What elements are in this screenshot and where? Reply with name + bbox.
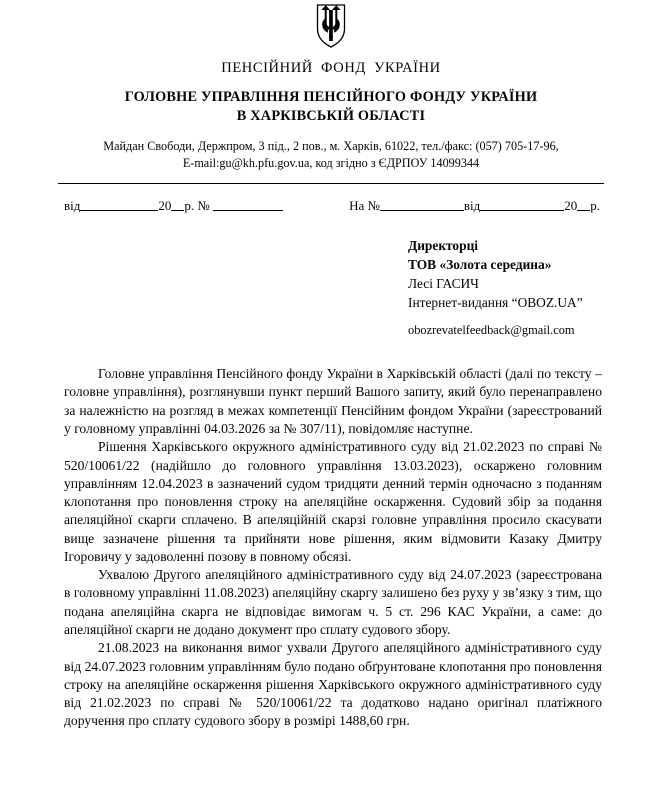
emblem-container: [50, 0, 612, 52]
addressee-company: ТОВ «Золота середина»: [408, 257, 552, 273]
body-paragraph: Рішення Харківського окружного адміністративного суду від 21.02.2023 по справі № 520/10061/22 (надійшло до головного управління 13.03.2023), оскаржено головним управлінням 12.04.2023 в зазначений судом тридцяти денний термін одночасно з поданням клопотання про поновлення строку на апеляційне оскарження. Судовий збір за подання апеляційної скарги сплачено. В апеляційній скарзі головне управління просило скасувати вище зазначене рішення та прийняти нове рішення, яким відмовити Казаку Дмитру Ігоровичу у задоволенні позову в повному обсязі.: [64, 439, 602, 564]
incoming-from-label: від: [463, 198, 481, 214]
document-body: [50, 365, 612, 731]
addressee-person: Лесі ГАСИЧ: [408, 276, 479, 292]
outgoing-year-suffix: р. №: [184, 198, 210, 214]
organization-name-main: ГОЛОВНЕ УПРАВЛІННЯ ПЕНСІЙНОГО ФОНДУ УКРАЇНИ: [124, 89, 538, 105]
reference-line: [50, 198, 612, 214]
organization-name-top: ПЕНСІЙНИЙ ФОНД УКРАЇНИ: [221, 60, 441, 76]
letterhead-address: [50, 138, 612, 173]
outgoing-number-blank[interactable]: [213, 210, 283, 211]
body-paragraph: Головне управління Пенсійного фонду України в Харківській області (далі по тексту – головне управління), розглянувши пункт перший Вашого запиту, який було перенаправлено за належністю на розгляд в межах компетенції Пенсійним фондом України (зареєстрований у головному управлінні 04.03.2026 за № 307/11), повідомляє наступне.: [64, 366, 602, 436]
outgoing-year-blank[interactable]: [171, 210, 184, 211]
addressee-email: obozrevatelfeedback@gmail.com: [408, 322, 575, 337]
addressee-publication: Інтернет-видання “OBOZ.UA”: [408, 295, 583, 311]
incoming-year-suffix: р.: [590, 198, 600, 214]
body-paragraph: 21.08.2023 на виконання вимог ухвали Другого апеляційного адміністративного суду від 24.07.2023 головним управлінням було подано обґрунтоване клопотання про поновлення строку на апеляційне оскарження рішення Харківського окружного адміністративного суду від 21.02.2023 по справі № 520/10061/22 та додатково надано оригінал платіжного доручення про сплату судового збору в розмірі 1488,60 грн.: [64, 640, 602, 729]
addressee-block: [408, 236, 612, 339]
address-line-1: Майдан Свободи, Держпром, 3 під., 2 пов., м. Харків, 61022, тел./факс: (057) 705-17-96,: [103, 138, 559, 153]
outgoing-date-blank[interactable]: [80, 210, 158, 211]
organization-region: В ХАРКІВСЬКІЙ ОБЛАСТІ: [236, 107, 426, 124]
incoming-number-blank[interactable]: [380, 210, 464, 211]
outgoing-from-label: від: [64, 198, 81, 214]
incoming-date-blank[interactable]: [480, 210, 564, 211]
ukraine-trident-coat-of-arms-icon: [316, 4, 346, 48]
outgoing-reference: [64, 198, 283, 214]
incoming-reference: [349, 198, 600, 214]
letterhead-divider: [58, 183, 604, 184]
body-paragraph: Ухвалою Другого апеляційного адміністративного суду від 24.07.2023 (зареєстрована в головному управлінні 11.08.2023) апеляційну скаргу залишено без руху у зв’язку з тим, що подана апеляційна скарга не відповідає вимогам ч. 5 ст. 296 КАС України, а саме: до апеляційної скарги не додано документ про сплату судового збору.: [64, 567, 602, 638]
incoming-number-label: На №: [349, 198, 380, 214]
addressee-role: Директорці: [408, 238, 479, 254]
address-line-2: E-mail:gu@kh.pfu.gov.ua, код згідно з ЄДРПОУ 14099344: [182, 156, 480, 171]
outgoing-year-label: 20: [158, 198, 172, 214]
incoming-year-label: 20: [564, 198, 578, 214]
incoming-year-blank[interactable]: [577, 210, 590, 211]
